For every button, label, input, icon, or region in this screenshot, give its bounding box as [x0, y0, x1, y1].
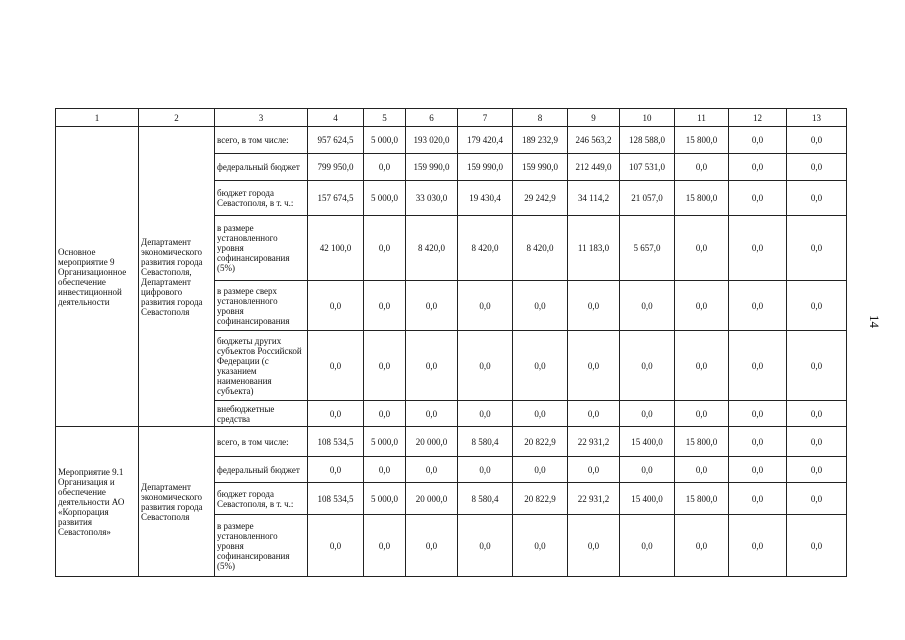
amount-cell: 0,0 [620, 401, 675, 427]
funding-source-cell: бюджет города Севастополя, в т. ч.: [215, 181, 308, 216]
amount-cell: 0,0 [458, 281, 513, 331]
amount-cell: 0,0 [364, 216, 406, 281]
amount-cell: 0,0 [308, 331, 364, 401]
amount-cell: 5 657,0 [620, 216, 675, 281]
amount-cell: 0,0 [308, 515, 364, 577]
department-cell: Департамент экономического развития города Севастополя [139, 427, 215, 577]
amount-cell: 8 420,0 [458, 216, 513, 281]
amount-cell: 0,0 [787, 181, 847, 216]
amount-cell: 0,0 [729, 154, 787, 181]
amount-cell: 0,0 [729, 216, 787, 281]
amount-cell: 0,0 [729, 515, 787, 577]
funding-source-cell: внебюджетные средства [215, 401, 308, 427]
amount-cell: 0,0 [729, 181, 787, 216]
amount-cell: 42 100,0 [308, 216, 364, 281]
amount-cell: 8 420,0 [406, 216, 458, 281]
column-header: 10 [620, 109, 675, 127]
table-row [56, 127, 847, 154]
funding-source-cell: в размере сверх установленного уровня софинансирования [215, 281, 308, 331]
amount-cell: 0,0 [787, 457, 847, 483]
amount-cell: 11 183,0 [568, 216, 620, 281]
amount-cell: 15 400,0 [620, 483, 675, 515]
column-header: 8 [513, 109, 568, 127]
column-header: 7 [458, 109, 513, 127]
amount-cell: 957 624,5 [308, 127, 364, 154]
page-number: 14 [867, 315, 882, 328]
amount-cell: 128 588,0 [620, 127, 675, 154]
amount-cell: 0,0 [513, 457, 568, 483]
amount-cell: 0,0 [568, 281, 620, 331]
column-header: 6 [406, 109, 458, 127]
amount-cell: 0,0 [787, 281, 847, 331]
amount-cell: 0,0 [568, 457, 620, 483]
column-header: 1 [56, 109, 139, 127]
amount-cell: 8 580,4 [458, 427, 513, 457]
amount-cell: 0,0 [675, 515, 729, 577]
amount-cell: 5 000,0 [364, 427, 406, 457]
column-header: 11 [675, 109, 729, 127]
amount-cell: 20 000,0 [406, 427, 458, 457]
amount-cell: 0,0 [675, 281, 729, 331]
amount-cell: 0,0 [787, 483, 847, 515]
amount-cell: 0,0 [620, 281, 675, 331]
amount-cell: 0,0 [729, 457, 787, 483]
amount-cell: 0,0 [729, 281, 787, 331]
amount-cell: 29 242,9 [513, 181, 568, 216]
amount-cell: 0,0 [458, 401, 513, 427]
department-cell: Департамент экономического развития города Севастополя, Департамент цифрового развития города Севастополя [139, 127, 215, 427]
amount-cell: 0,0 [729, 427, 787, 457]
amount-cell: 179 420,4 [458, 127, 513, 154]
column-header: 5 [364, 109, 406, 127]
amount-cell: 0,0 [458, 515, 513, 577]
amount-cell: 0,0 [787, 427, 847, 457]
amount-cell: 22 931,2 [568, 483, 620, 515]
funding-source-cell: всего, в том числе: [215, 127, 308, 154]
amount-cell: 0,0 [406, 281, 458, 331]
amount-cell: 0,0 [513, 281, 568, 331]
amount-cell: 0,0 [364, 281, 406, 331]
amount-cell: 0,0 [513, 401, 568, 427]
activity-name-cell: Основное мероприятие 9 Организационное обеспечение инвестиционной деятельности [56, 127, 139, 427]
amount-cell: 0,0 [406, 515, 458, 577]
amount-cell: 0,0 [364, 401, 406, 427]
funding-source-cell: федеральный бюджет [215, 457, 308, 483]
funding-source-cell: бюджеты других субъектов Российской Федерации (с указанием наименования субъекта) [215, 331, 308, 401]
amount-cell: 0,0 [364, 331, 406, 401]
amount-cell: 0,0 [458, 331, 513, 401]
amount-cell: 0,0 [787, 401, 847, 427]
amount-cell: 193 020,0 [406, 127, 458, 154]
amount-cell: 15 800,0 [675, 427, 729, 457]
amount-cell: 0,0 [675, 154, 729, 181]
budget-table [55, 108, 847, 577]
amount-cell: 0,0 [787, 127, 847, 154]
amount-cell: 0,0 [675, 401, 729, 427]
funding-source-cell: федеральный бюджет [215, 154, 308, 181]
amount-cell: 0,0 [729, 127, 787, 154]
amount-cell: 0,0 [787, 154, 847, 181]
amount-cell: 8 420,0 [513, 216, 568, 281]
amount-cell: 157 674,5 [308, 181, 364, 216]
amount-cell: 15 800,0 [675, 181, 729, 216]
amount-cell: 20 000,0 [406, 483, 458, 515]
amount-cell: 0,0 [568, 515, 620, 577]
amount-cell: 33 030,0 [406, 181, 458, 216]
amount-cell: 5 000,0 [364, 181, 406, 216]
budget-table-container [55, 108, 846, 576]
amount-cell: 159 990,0 [406, 154, 458, 181]
amount-cell: 19 430,4 [458, 181, 513, 216]
amount-cell: 159 990,0 [458, 154, 513, 181]
amount-cell: 0,0 [308, 457, 364, 483]
amount-cell: 0,0 [458, 457, 513, 483]
amount-cell: 5 000,0 [364, 127, 406, 154]
amount-cell: 159 990,0 [513, 154, 568, 181]
column-header: 9 [568, 109, 620, 127]
amount-cell: 108 534,5 [308, 483, 364, 515]
amount-cell: 15 400,0 [620, 427, 675, 457]
amount-cell: 0,0 [675, 457, 729, 483]
amount-cell: 0,0 [787, 216, 847, 281]
amount-cell: 0,0 [620, 515, 675, 577]
amount-cell: 20 822,9 [513, 427, 568, 457]
amount-cell: 189 232,9 [513, 127, 568, 154]
amount-cell: 20 822,9 [513, 483, 568, 515]
funding-source-cell: всего, в том числе: [215, 427, 308, 457]
amount-cell: 21 057,0 [620, 181, 675, 216]
amount-cell: 0,0 [364, 515, 406, 577]
table-row [56, 427, 847, 457]
amount-cell: 0,0 [787, 515, 847, 577]
amount-cell: 0,0 [675, 216, 729, 281]
amount-cell: 0,0 [513, 331, 568, 401]
amount-cell: 212 449,0 [568, 154, 620, 181]
amount-cell: 799 950,0 [308, 154, 364, 181]
amount-cell: 0,0 [675, 331, 729, 401]
amount-cell: 0,0 [620, 331, 675, 401]
amount-cell: 0,0 [620, 457, 675, 483]
amount-cell: 0,0 [364, 457, 406, 483]
amount-cell: 0,0 [406, 457, 458, 483]
amount-cell: 15 800,0 [675, 127, 729, 154]
amount-cell: 5 000,0 [364, 483, 406, 515]
amount-cell: 15 800,0 [675, 483, 729, 515]
amount-cell: 8 580,4 [458, 483, 513, 515]
amount-cell: 0,0 [568, 401, 620, 427]
amount-cell: 0,0 [513, 515, 568, 577]
amount-cell: 246 563,2 [568, 127, 620, 154]
amount-cell: 22 931,2 [568, 427, 620, 457]
amount-cell: 0,0 [729, 401, 787, 427]
funding-source-cell: в размере установленного уровня софинансирования (5%) [215, 216, 308, 281]
amount-cell: 0,0 [308, 401, 364, 427]
amount-cell: 0,0 [406, 331, 458, 401]
column-header: 4 [308, 109, 364, 127]
amount-cell: 107 531,0 [620, 154, 675, 181]
amount-cell: 0,0 [568, 331, 620, 401]
amount-cell: 0,0 [729, 331, 787, 401]
amount-cell: 108 534,5 [308, 427, 364, 457]
header-row [56, 109, 847, 127]
column-header: 13 [787, 109, 847, 127]
amount-cell: 0,0 [787, 331, 847, 401]
activity-name-cell: Мероприятие 9.1 Организация и обеспечение деятельности АО «Корпорация развития Севастополя» [56, 427, 139, 577]
amount-cell: 0,0 [406, 401, 458, 427]
amount-cell: 0,0 [729, 483, 787, 515]
funding-source-cell: бюджет города Севастополя, в т. ч.: [215, 483, 308, 515]
amount-cell: 34 114,2 [568, 181, 620, 216]
column-header: 3 [215, 109, 308, 127]
amount-cell: 0,0 [364, 154, 406, 181]
amount-cell: 0,0 [308, 281, 364, 331]
column-header: 2 [139, 109, 215, 127]
funding-source-cell: в размере установленного уровня софинансирования (5%) [215, 515, 308, 577]
column-header: 12 [729, 109, 787, 127]
